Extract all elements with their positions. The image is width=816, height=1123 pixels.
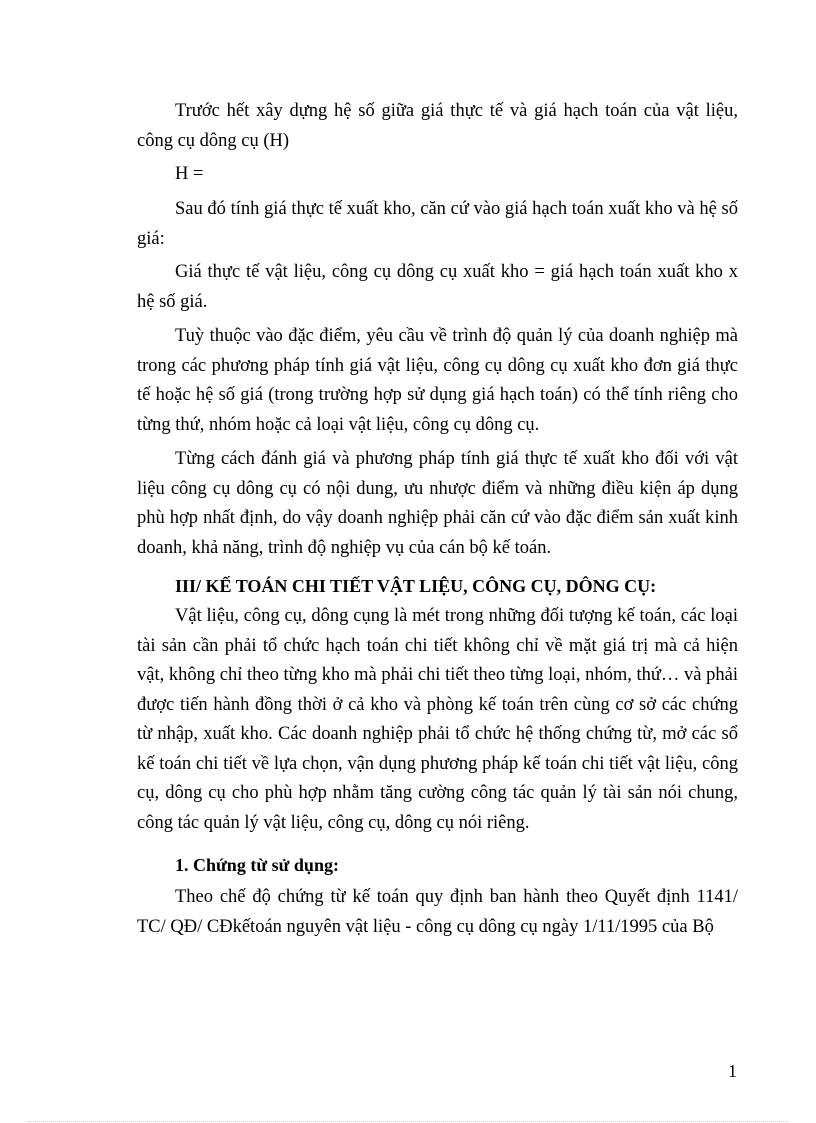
subsection-heading-documents: 1. Chứng từ sử dụng:: [175, 855, 339, 875]
paragraph-coefficient-intro: Trước hết xây dựng hệ số giữa giá thực tế và giá hạch toán của vật liệu, công cụ dông cụ (H): [137, 101, 738, 151]
page-bottom-divider: [28, 1121, 788, 1122]
formula-h: H =: [175, 164, 204, 184]
paragraph-depending-on: Tuỳ thuộc vào đặc điểm, yêu cầu về trình độ quản lý của doanh nghiệp mà trong các phương pháp tính giá vật liệu, công cụ dông cụ xuất kho đơn giá thực tế hoặc hệ số giá (trong trường hợp sử dụng giá hạch toán) có thể tính riêng cho từng thứ, nhóm hoặc cả loại vật liệu, công cụ dông cụ.: [137, 326, 738, 435]
page-number: 1: [728, 1061, 737, 1081]
paragraph-actual-price-formula: Giá thực tế vật liệu, công cụ dông cụ xuất kho = giá hạch toán xuất kho x hệ số giá.: [137, 262, 738, 312]
paragraph-after-that: Sau đó tính giá thực tế xuất kho, căn cứ vào giá hạch toán xuất kho và hệ số giá:: [137, 199, 738, 249]
paragraph-materials-tools: Vật liệu, công cụ, dông cụng là mét trong những đối tượng kế toán, các loại tài sản cần phải tổ chức hạch toán chi tiết không chỉ về mặt giá trị mà cả hiện vật, không chỉ theo từng kho mà phải chi tiết theo từng loại, nhóm, thứ… và phải được tiến hành đồng thời ở cả kho và phòng kế toán trên cùng cơ sở các chứng từ nhập, xuất kho. Các doanh nghiệp phải tổ chức hệ thống chứng từ, mở các sổ kế toán chi tiết về lựa chọn, vận dụng phương pháp kế toán chi tiết vật liệu, công cụ, dông cụ cho phù hợp nhằm tăng cường công tác quản lý tài sản nói chung, công tác quản lý vật liệu, công cụ, dông cụ nói riêng.: [137, 606, 738, 833]
paragraph-regulation: Theo chế độ chứng từ kế toán quy định ban hành theo Quyết định 1141/ TC/ QĐ/ CĐkếtoán nguyên vật liệu - công cụ dông cụ ngày 1/11/1995 của Bộ: [137, 887, 738, 937]
paragraph-each-method: Từng cách đánh giá và phương pháp tính giá thực tế xuất kho đối với vật liệu công cụ dông cụ có nội dung, ưu nhược điểm và những điều kiện áp dụng phù hợp nhất định, do vậy doanh nghiệp phải căn cứ vào đặc điểm sản xuất kinh doanh, khả năng, trình độ nghiệp vụ của cán bộ kế toán.: [137, 449, 738, 558]
section-heading-iii: III/ KẾ TOÁN CHI TIẾT VẬT LIỆU, CÔNG CỤ, DÔNG CỤ:: [175, 576, 657, 596]
